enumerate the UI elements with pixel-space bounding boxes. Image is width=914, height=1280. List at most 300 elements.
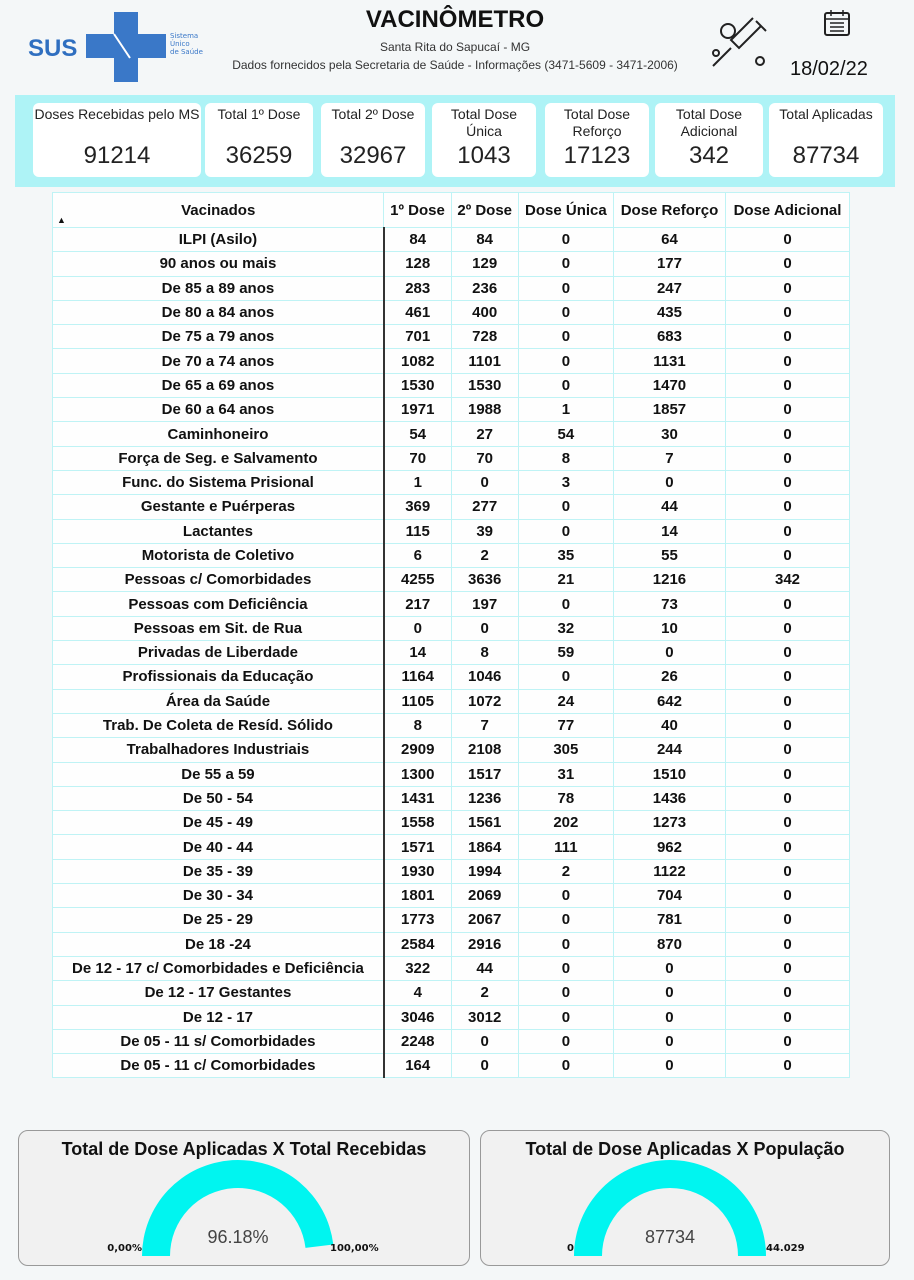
column-header-label: Dose Adicional [733, 201, 842, 219]
row-label: Lactantes [53, 519, 384, 543]
row-label: De 45 - 49 [53, 811, 384, 835]
cell-value: 0 [518, 300, 613, 324]
cell-value: 59 [518, 641, 613, 665]
table-row [53, 300, 850, 324]
cell-value: 1530 [384, 373, 451, 397]
cell-value: 3012 [451, 1005, 518, 1029]
column-header[interactable] [384, 193, 451, 228]
row-label: Caminhoneiro [53, 422, 384, 446]
sus-logo-sub: de Saúde [170, 48, 203, 56]
cell-value: 1801 [384, 884, 451, 908]
cell-value: 0 [726, 738, 850, 762]
cell-value: 0 [613, 1029, 725, 1053]
table-row [53, 568, 850, 592]
cell-value: 0 [726, 495, 850, 519]
cell-value: 1988 [451, 398, 518, 422]
table-row [53, 665, 850, 689]
row-label: De 18 -24 [53, 932, 384, 956]
table-row [53, 932, 850, 956]
cell-value: 0 [518, 495, 613, 519]
table-row [53, 811, 850, 835]
cell-value: 0 [613, 641, 725, 665]
cell-value: 129 [451, 252, 518, 276]
cell-value: 2067 [451, 908, 518, 932]
row-label: Pessoas em Sit. de Rua [53, 616, 384, 640]
gauge-title: Total de Dose Aplicadas X Total Recebidas [61, 1139, 427, 1159]
row-label: Motorista de Coletivo [53, 543, 384, 567]
cell-value: 0 [726, 641, 850, 665]
cell-value: 1273 [613, 811, 725, 835]
row-label: Trabalhadores Industriais [53, 738, 384, 762]
row-label: De 12 - 17 c/ Comorbidades e Deficiência [53, 956, 384, 980]
cell-value: 0 [384, 616, 451, 640]
table-row [53, 543, 850, 567]
row-label: Func. do Sistema Prisional [53, 470, 384, 494]
cell-value: 1072 [451, 689, 518, 713]
row-label: Gestante e Puérperas [53, 495, 384, 519]
cell-value: 8 [518, 446, 613, 470]
cell-value: 0 [518, 252, 613, 276]
card-label: Total Dose Única [450, 106, 518, 139]
summary-card [205, 103, 313, 177]
table-row [53, 1005, 850, 1029]
cell-value: 2916 [451, 932, 518, 956]
sort-ascending-icon[interactable]: ▲ [57, 215, 66, 225]
cell-value: 0 [518, 908, 613, 932]
table-row [53, 689, 850, 713]
cell-value: 0 [726, 884, 850, 908]
card-label: Total Dose Adicional [675, 106, 743, 139]
cell-value: 1216 [613, 568, 725, 592]
table-row [53, 956, 850, 980]
cell-value: 3 [518, 470, 613, 494]
gauge-card [18, 1130, 470, 1266]
card-value: 17123 [563, 142, 631, 169]
cell-value: 1082 [384, 349, 451, 373]
cell-value: 6 [384, 543, 451, 567]
cell-value: 0 [726, 1029, 850, 1053]
column-header-label: Vacinados [181, 201, 256, 219]
cell-value: 78 [518, 786, 613, 810]
cell-value: 0 [726, 1005, 850, 1029]
date-label: 18/02/22 [790, 58, 868, 80]
row-label: De 75 a 79 anos [53, 325, 384, 349]
cell-value: 0 [726, 325, 850, 349]
column-header-label: 2º Dose [457, 201, 513, 219]
cell-value: 44 [613, 495, 725, 519]
cell-value: 0 [726, 908, 850, 932]
cell-value: 1864 [451, 835, 518, 859]
cell-value: 1164 [384, 665, 451, 689]
cell-value: 0 [726, 932, 850, 956]
cell-value: 73 [613, 592, 725, 616]
cell-value: 84 [451, 228, 518, 252]
cell-value: 7 [613, 446, 725, 470]
table-row [53, 762, 850, 786]
cell-value: 0 [518, 592, 613, 616]
cell-value: 0 [518, 519, 613, 543]
row-label: De 25 - 29 [53, 908, 384, 932]
table-row [53, 641, 850, 665]
cell-value: 0 [726, 349, 850, 373]
cell-value: 0 [518, 228, 613, 252]
cell-value: 1510 [613, 762, 725, 786]
sus-logo-sub: Sistema [170, 32, 199, 40]
cell-value: 962 [613, 835, 725, 859]
cell-value: 0 [726, 276, 850, 300]
cell-value: 35 [518, 543, 613, 567]
cell-value: 0 [613, 981, 725, 1005]
cell-value: 0 [613, 1054, 725, 1078]
cell-value: 2248 [384, 1029, 451, 1053]
cell-value: 0 [613, 470, 725, 494]
cell-value: 0 [518, 325, 613, 349]
cell-value: 0 [726, 592, 850, 616]
cell-value: 0 [726, 835, 850, 859]
cell-value: 40 [613, 713, 725, 737]
cell-value: 2 [451, 543, 518, 567]
cell-value: 1470 [613, 373, 725, 397]
summary-card [769, 103, 883, 177]
sus-cross-icon [86, 12, 166, 82]
table-row [53, 884, 850, 908]
card-value: 342 [688, 142, 730, 169]
row-label: De 70 a 74 anos [53, 349, 384, 373]
row-label: De 40 - 44 [53, 835, 384, 859]
cell-value: 54 [384, 422, 451, 446]
cell-value: 2 [518, 859, 613, 883]
cell-value: 197 [451, 592, 518, 616]
table-row [53, 1054, 850, 1078]
cell-value: 111 [518, 835, 613, 859]
cell-value: 0 [451, 1054, 518, 1078]
table-row [53, 325, 850, 349]
row-label: De 60 a 64 anos [53, 398, 384, 422]
cell-value: 70 [451, 446, 518, 470]
summary-card [655, 103, 763, 177]
cell-value: 1558 [384, 811, 451, 835]
row-label: De 55 a 59 [53, 762, 384, 786]
card-value: 32967 [339, 142, 407, 169]
cell-value: 115 [384, 519, 451, 543]
row-label: Trab. De Coleta de Resíd. Sólido [53, 713, 384, 737]
card-label: Total 1º Dose [217, 106, 301, 122]
cell-value: 0 [518, 276, 613, 300]
row-label: De 85 a 89 anos [53, 276, 384, 300]
column-header[interactable] [451, 193, 518, 228]
row-label: De 05 - 11 c/ Comorbidades [53, 1054, 384, 1078]
cell-value: 0 [518, 932, 613, 956]
cell-value: 21 [518, 568, 613, 592]
table-row [53, 908, 850, 932]
cell-value: 1431 [384, 786, 451, 810]
cell-value: 0 [726, 956, 850, 980]
row-label: De 80 a 84 anos [53, 300, 384, 324]
cell-value: 0 [726, 398, 850, 422]
cell-value: 461 [384, 300, 451, 324]
cell-value: 4 [384, 981, 451, 1005]
row-label: Pessoas com Deficiência [53, 592, 384, 616]
cell-value: 0 [726, 422, 850, 446]
cell-value: 704 [613, 884, 725, 908]
cell-value: 77 [518, 713, 613, 737]
cell-value: 0 [726, 373, 850, 397]
cell-value: 0 [726, 786, 850, 810]
cell-value: 70 [384, 446, 451, 470]
cell-value: 0 [726, 713, 850, 737]
cell-value: 26 [613, 665, 725, 689]
gauge-min-label: 0,00% [107, 1243, 142, 1254]
cell-value: 1517 [451, 762, 518, 786]
table-row [53, 276, 850, 300]
cell-value: 39 [451, 519, 518, 543]
cell-value: 177 [613, 252, 725, 276]
row-label: De 50 - 54 [53, 786, 384, 810]
cell-value: 1971 [384, 398, 451, 422]
table-row [53, 835, 850, 859]
table-row [53, 1029, 850, 1053]
cell-value: 2108 [451, 738, 518, 762]
row-label: ILPI (Asilo) [53, 228, 384, 252]
cell-value: 236 [451, 276, 518, 300]
cell-value: 8 [384, 713, 451, 737]
card-value: 87734 [792, 142, 860, 169]
cell-value: 0 [518, 349, 613, 373]
cell-value: 31 [518, 762, 613, 786]
card-label: Doses Recebidas pelo MS [34, 106, 200, 122]
table-row [53, 859, 850, 883]
page-title: VACINÔMETRO [365, 6, 545, 33]
cell-value: 0 [451, 470, 518, 494]
city-subtitle: Santa Rita do Sapucaí - MG [379, 40, 531, 54]
cell-value: 435 [613, 300, 725, 324]
cell-value: 64 [613, 228, 725, 252]
cell-value: 1122 [613, 859, 725, 883]
cell-value: 2909 [384, 738, 451, 762]
summary-card [33, 103, 201, 177]
cell-value: 1300 [384, 762, 451, 786]
table-row [53, 373, 850, 397]
cell-value: 44 [451, 956, 518, 980]
cell-value: 1530 [451, 373, 518, 397]
cell-value: 24 [518, 689, 613, 713]
cell-value: 683 [613, 325, 725, 349]
cell-value: 1773 [384, 908, 451, 932]
cell-value: 4255 [384, 568, 451, 592]
cell-value: 283 [384, 276, 451, 300]
gauge-card [480, 1130, 890, 1266]
cell-value: 54 [518, 422, 613, 446]
cell-value: 2 [451, 981, 518, 1005]
cell-value: 14 [384, 641, 451, 665]
row-label: De 35 - 39 [53, 859, 384, 883]
summary-cards [15, 95, 895, 187]
gauge-max-label: 44.029 [766, 1243, 805, 1254]
card-value: 36259 [225, 142, 293, 169]
cell-value: 0 [613, 1005, 725, 1029]
cell-value: 0 [726, 519, 850, 543]
cell-value: 0 [726, 762, 850, 786]
row-label: Privadas de Liberdade [53, 641, 384, 665]
table-row [53, 398, 850, 422]
cell-value: 3636 [451, 568, 518, 592]
column-header-label: Dose Única [525, 201, 607, 219]
cell-value: 0 [518, 981, 613, 1005]
gauge-min-label: 0 [567, 1243, 574, 1254]
column-header-label: Dose Reforço [620, 201, 719, 219]
table-row [53, 470, 850, 494]
row-label: Área da Saúde [53, 689, 384, 713]
cell-value: 2584 [384, 932, 451, 956]
row-label: De 65 a 69 anos [53, 373, 384, 397]
column-header[interactable] [613, 193, 725, 228]
column-header[interactable] [518, 193, 613, 228]
cell-value: 1046 [451, 665, 518, 689]
gauge-title: Total de Dose Aplicadas X População [525, 1139, 845, 1159]
cell-value: 0 [726, 252, 850, 276]
card-label: Total Aplicadas [779, 106, 873, 122]
cell-value: 244 [613, 738, 725, 762]
row-label: De 05 - 11 s/ Comorbidades [53, 1029, 384, 1053]
cell-value: 0 [726, 981, 850, 1005]
cell-value: 0 [613, 956, 725, 980]
cell-value: 55 [613, 543, 725, 567]
cell-value: 84 [384, 228, 451, 252]
table-row [53, 738, 850, 762]
cell-value: 0 [518, 373, 613, 397]
cell-value: 0 [518, 956, 613, 980]
table-row [53, 713, 850, 737]
card-value: 1043 [457, 142, 511, 169]
cell-value: 128 [384, 252, 451, 276]
table-row [53, 228, 850, 252]
cell-value: 1571 [384, 835, 451, 859]
cell-value: 0 [518, 1029, 613, 1053]
table-row [53, 981, 850, 1005]
cell-value: 0 [726, 616, 850, 640]
cell-value: 10 [613, 616, 725, 640]
table-row [53, 349, 850, 373]
cell-value: 0 [726, 811, 850, 835]
cell-value: 0 [726, 689, 850, 713]
cell-value: 1561 [451, 811, 518, 835]
sus-logo [28, 12, 218, 82]
cell-value: 1 [518, 398, 613, 422]
cell-value: 701 [384, 325, 451, 349]
card-value: 91214 [83, 142, 151, 169]
cell-value: 0 [518, 1005, 613, 1029]
cell-value: 728 [451, 325, 518, 349]
cell-value: 0 [518, 1054, 613, 1078]
cell-value: 1436 [613, 786, 725, 810]
table-row [53, 495, 850, 519]
sus-logo-sub: Único [170, 40, 190, 48]
cell-value: 322 [384, 956, 451, 980]
card-label: Total 2º Dose [331, 106, 415, 122]
table-row [53, 592, 850, 616]
calendar-icon [822, 8, 852, 38]
cell-value: 1105 [384, 689, 451, 713]
row-label: De 30 - 34 [53, 884, 384, 908]
cell-value: 14 [613, 519, 725, 543]
cell-value: 3046 [384, 1005, 451, 1029]
cell-value: 400 [451, 300, 518, 324]
row-label: De 12 - 17 Gestantes [53, 981, 384, 1005]
cell-value: 1131 [613, 349, 725, 373]
cell-value: 870 [613, 932, 725, 956]
cell-value: 0 [726, 300, 850, 324]
cell-value: 0 [518, 884, 613, 908]
table-row [53, 519, 850, 543]
info-subtitle: Dados fornecidos pela Secretaria de Saúde - Informações (3471-5609 - 3471-2006) [232, 58, 678, 72]
cell-value: 0 [726, 665, 850, 689]
cell-value: 8 [451, 641, 518, 665]
cell-value: 0 [451, 616, 518, 640]
cell-value: 0 [518, 665, 613, 689]
cell-value: 202 [518, 811, 613, 835]
row-label: Pessoas c/ Comorbidades [53, 568, 384, 592]
cell-value: 369 [384, 495, 451, 519]
vaccination-table [52, 192, 850, 1078]
cell-value: 1101 [451, 349, 518, 373]
gauge-value: 96.18% [207, 1227, 269, 1247]
cell-value: 342 [726, 568, 850, 592]
cell-value: 1994 [451, 859, 518, 883]
column-header-label: 1º Dose [390, 201, 445, 219]
column-header[interactable] [53, 193, 384, 228]
cell-value: 305 [518, 738, 613, 762]
cell-value: 1 [384, 470, 451, 494]
row-label: Força de Seg. e Salvamento [53, 446, 384, 470]
gauge-max-label: 100,00% [330, 1243, 379, 1254]
cell-value: 164 [384, 1054, 451, 1078]
row-label: 90 anos ou mais [53, 252, 384, 276]
cell-value: 0 [726, 470, 850, 494]
vaccine-syringe-icon [708, 15, 772, 79]
cell-value: 217 [384, 592, 451, 616]
summary-card [321, 103, 425, 177]
cell-value: 1236 [451, 786, 518, 810]
table-row [53, 786, 850, 810]
cell-value: 2069 [451, 884, 518, 908]
cell-value: 7 [451, 713, 518, 737]
table-row [53, 252, 850, 276]
cell-value: 30 [613, 422, 725, 446]
summary-card [545, 103, 649, 177]
gauge-value: 87734 [644, 1227, 696, 1247]
cell-value: 0 [451, 1029, 518, 1053]
sus-logo-text: SUS [28, 35, 78, 62]
cell-value: 1930 [384, 859, 451, 883]
cell-value: 0 [726, 228, 850, 252]
cell-value: 27 [451, 422, 518, 446]
cell-value: 0 [726, 446, 850, 470]
table-row [53, 616, 850, 640]
table-row [53, 446, 850, 470]
card-label: Total Dose Reforço [563, 106, 631, 139]
cell-value: 0 [726, 859, 850, 883]
row-label: Profissionais da Educação [53, 665, 384, 689]
cell-value: 781 [613, 908, 725, 932]
cell-value: 247 [613, 276, 725, 300]
cell-value: 642 [613, 689, 725, 713]
table-row [53, 422, 850, 446]
cell-value: 0 [726, 1054, 850, 1078]
cell-value: 32 [518, 616, 613, 640]
column-header[interactable] [726, 193, 850, 228]
cell-value: 0 [726, 543, 850, 567]
cell-value: 1857 [613, 398, 725, 422]
